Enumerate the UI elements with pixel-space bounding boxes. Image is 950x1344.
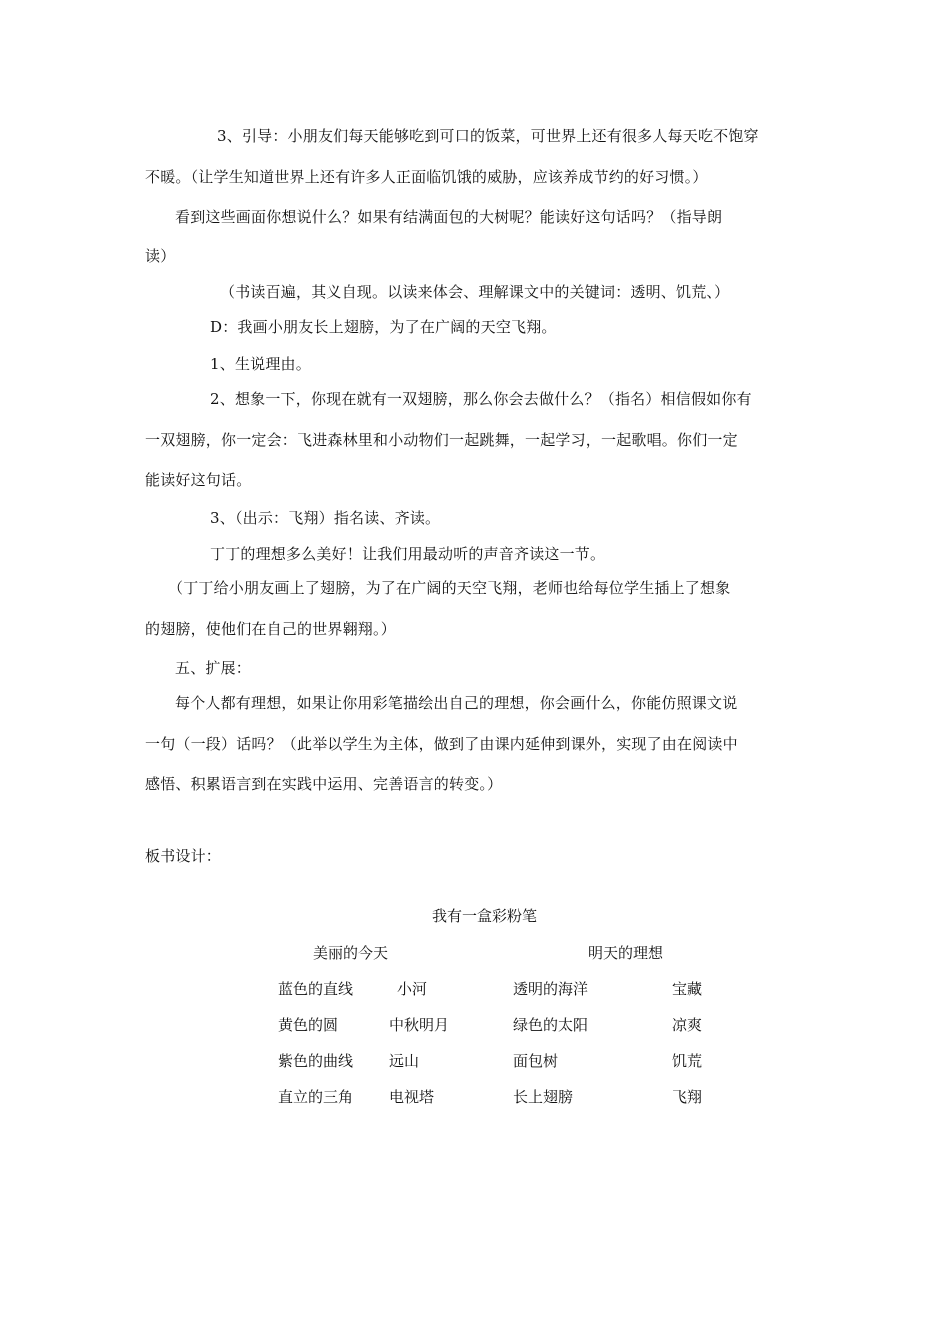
board-cell: 中秋明月: [389, 1016, 450, 1034]
board-cell: 蓝色的直线: [278, 980, 354, 998]
board-cell: 凉爽: [672, 1016, 703, 1034]
paragraph-line: （书读百遍，其义自现。以读来体会、理解课文中的关键词：透明、饥荒、）: [220, 283, 730, 301]
paragraph-line: 一双翅膀，你一定会：飞进森林里和小动物们一起跳舞，一起学习，一起歌唱。你们一定: [145, 431, 738, 449]
board-cell: 面包树: [513, 1052, 559, 1070]
board-cell: 远山: [389, 1052, 420, 1070]
board-cell: 绿色的太阳: [513, 1016, 589, 1034]
paragraph-line: 不暖。（让学生知道世界上还有许多人正面临饥饿的威胁，应该养成节约的好习惯。）: [145, 168, 708, 186]
paragraph-line: 的翅膀，使他们在自己的世界翱翔。）: [145, 620, 396, 638]
paragraph-line: 丁丁的理想多么美好！让我们用最动听的声音齐读这一节。: [210, 545, 606, 563]
board-cell: 电视塔: [389, 1088, 435, 1106]
board-left-heading: 美丽的今天: [313, 944, 389, 962]
board-design-label: 板书设计：: [145, 847, 222, 865]
board-cell: 透明的海洋: [513, 980, 589, 998]
paragraph-line: 感悟、积累语言到在实践中运用、完善语言的转变。）: [145, 775, 503, 793]
board-cell: 黄色的圆: [278, 1016, 339, 1034]
board-cell: 飞翔: [672, 1088, 703, 1106]
paragraph-line: 每个人都有理想，如果让你用彩笔描绘出自己的理想，你会画什么，你能仿照课文说: [175, 694, 738, 712]
board-title: 我有一盒彩粉笔: [432, 907, 538, 925]
paragraph-line: 看到这些画面你想说什么？如果有结满面包的大树呢？能读好这句话吗？（指导朗: [175, 208, 723, 226]
board-cell: 饥荒: [672, 1052, 703, 1070]
board-cell: 宝藏: [672, 980, 703, 998]
paragraph-line: 能读好这句话。: [145, 471, 252, 489]
paragraph-line: 3、引导：小朋友们每天能够吃到可口的饭菜，可世界上还有很多人每天吃不饱穿: [217, 127, 759, 145]
board-cell: 长上翅膀: [513, 1088, 574, 1106]
paragraph-line: 3、（出示：飞翔）指名读、齐读。: [210, 509, 441, 527]
paragraph-line: 读）: [145, 247, 176, 265]
paragraph-line: D：我画小朋友长上翅膀，为了在广阔的天空飞翔。: [210, 318, 557, 336]
paragraph-line: 2、想象一下，你现在就有一双翅膀，那么你会去做什么？（指名）相信假如你有: [210, 390, 752, 408]
board-cell: 直立的三角: [278, 1088, 354, 1106]
board-cell: 小河: [397, 980, 428, 998]
paragraph-line: 1、生说理由。: [210, 355, 311, 373]
board-cell: 紫色的曲线: [278, 1052, 354, 1070]
section-heading: 五、扩展：: [175, 659, 252, 677]
paragraph-line: （丁丁给小朋友画上了翅膀，为了在广阔的天空飞翔，老师也给每位学生插上了想象: [168, 579, 731, 597]
board-right-heading: 明天的理想: [588, 944, 664, 962]
paragraph-line: 一句（一段）话吗？（此举以学生为主体，做到了由课内延伸到课外，实现了由在阅读中: [145, 735, 738, 753]
